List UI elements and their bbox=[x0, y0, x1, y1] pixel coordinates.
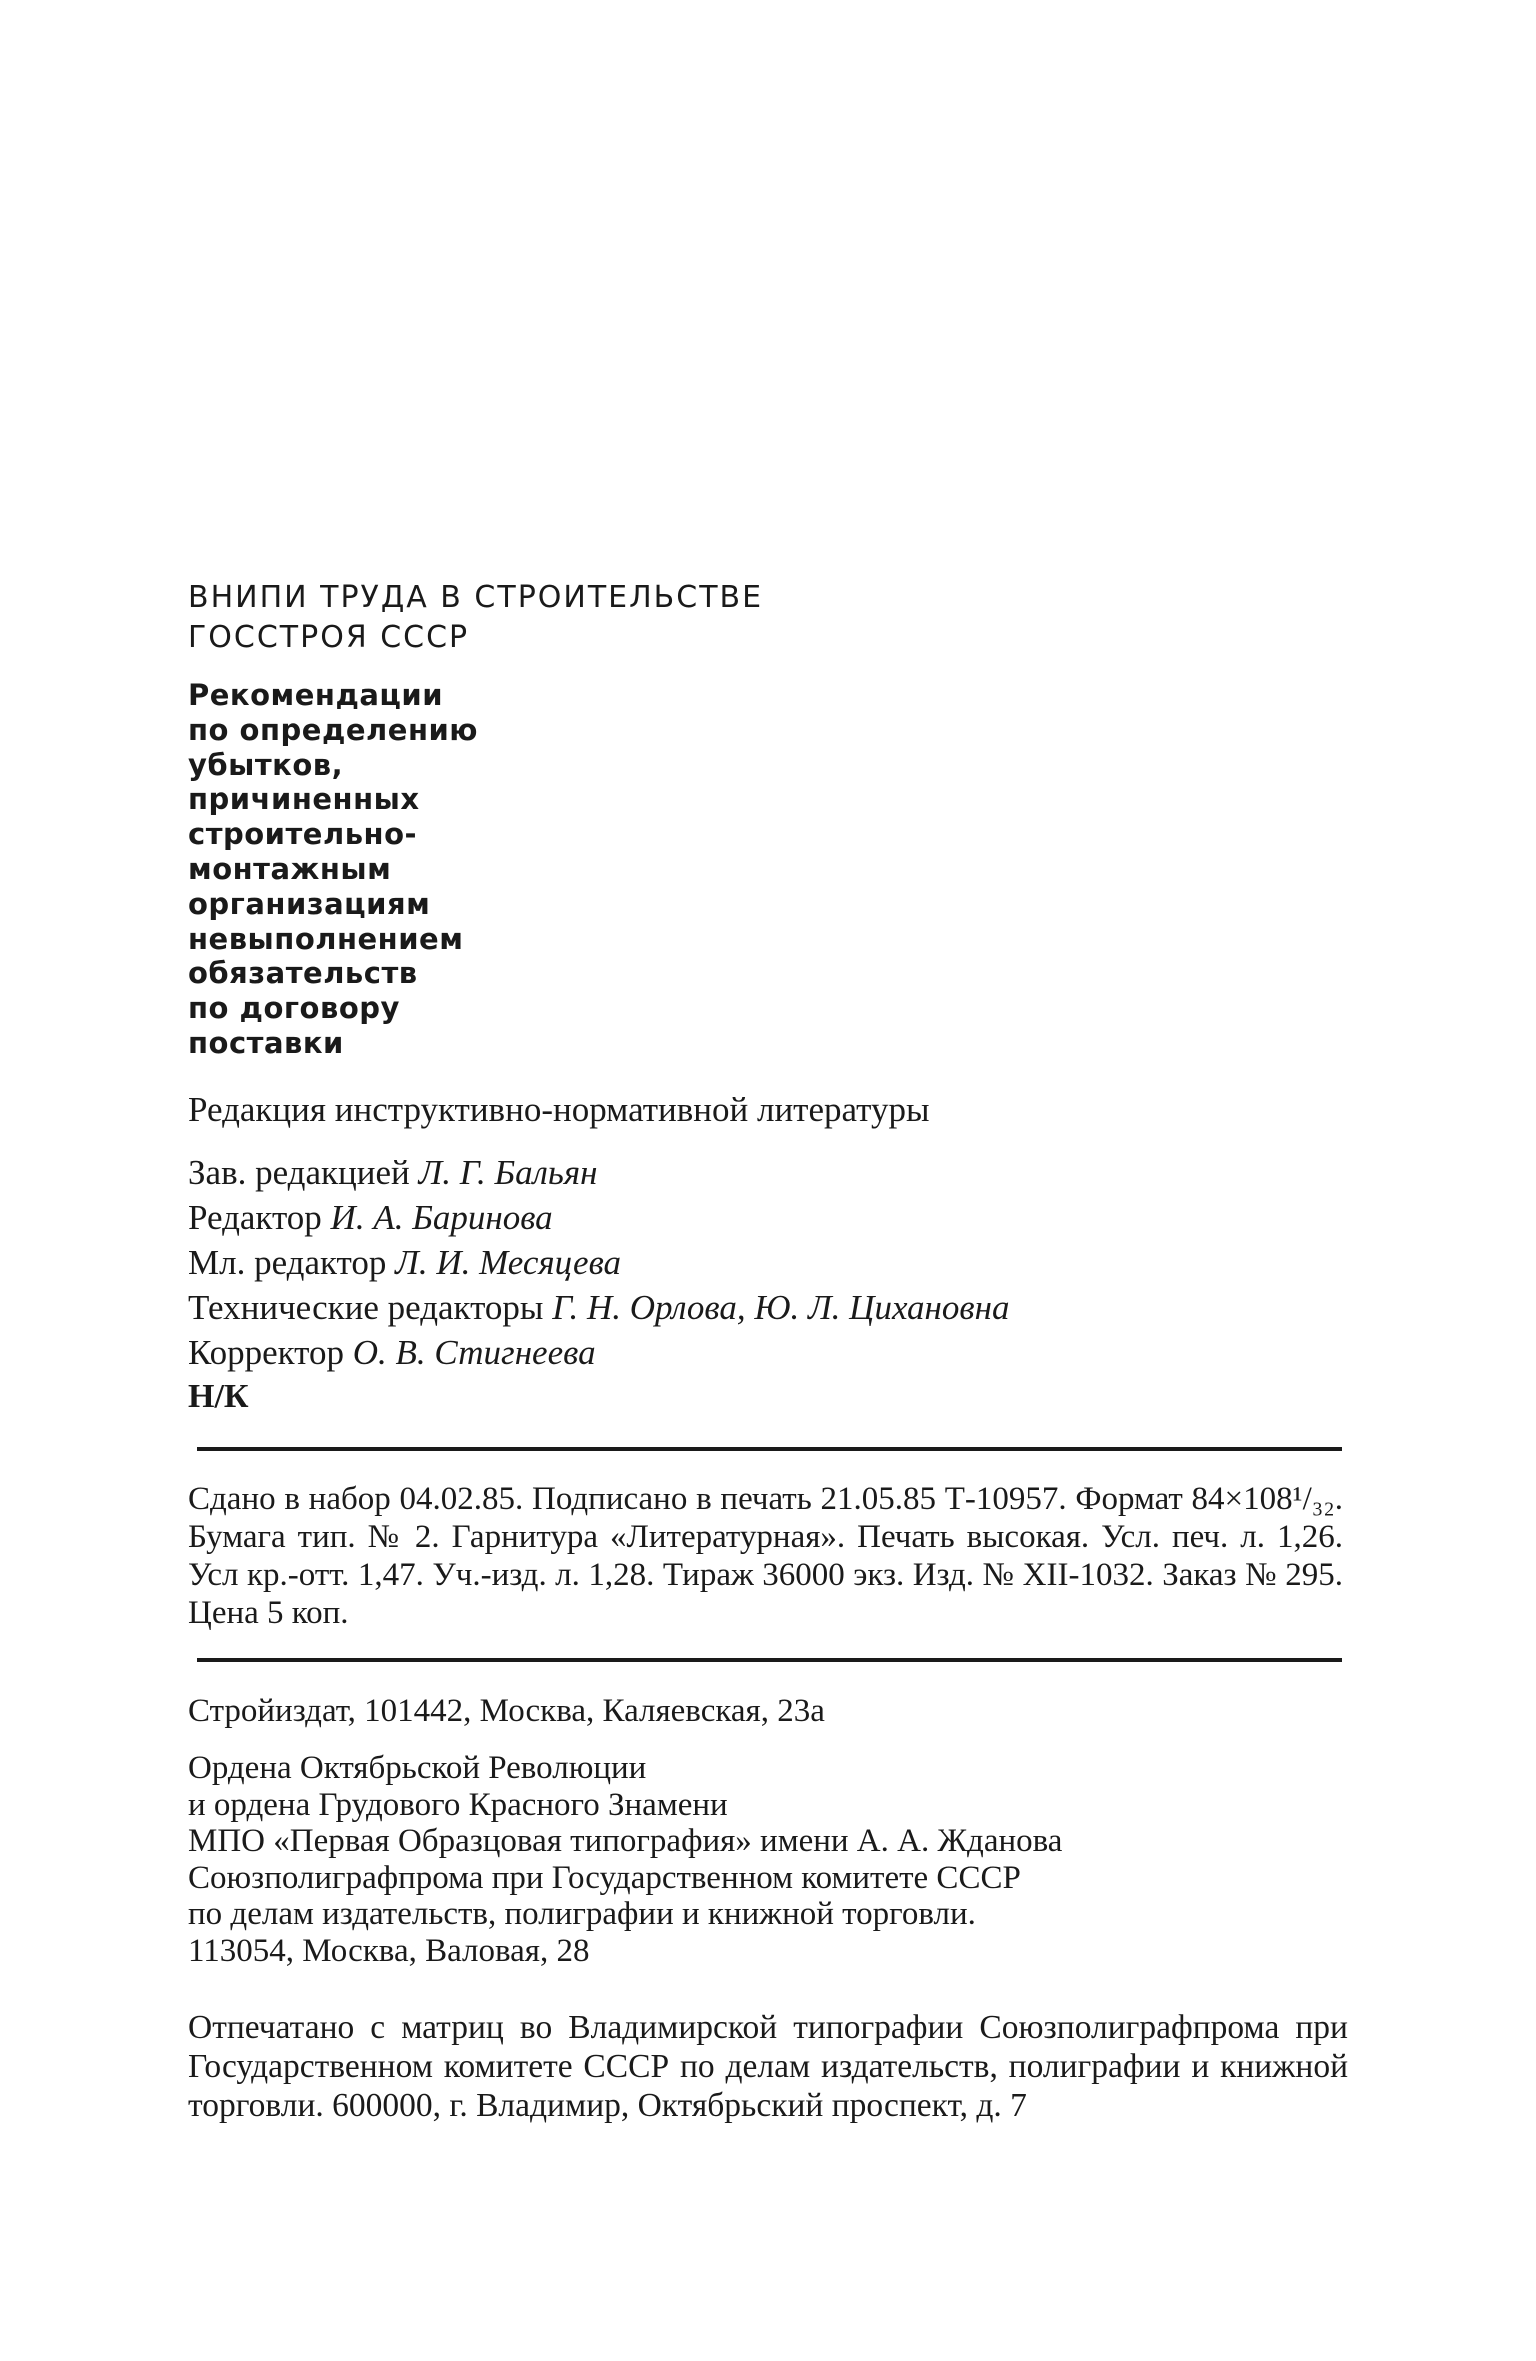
title-line: невыполнением bbox=[188, 921, 464, 956]
organization-line-1: ВНИПИ ТРУДА В СТРОИТЕЛЬСТВЕ bbox=[188, 580, 764, 615]
staff-name: О. В. Стигнеева bbox=[352, 1333, 596, 1372]
staff-name: Л. И. Месяцева bbox=[395, 1243, 622, 1282]
printed-from-note: Отпечатано с матриц во Владимирской типографии Союзполиграфпрома при Государственном комитете СССР по делам издательств, полиграфии и книжной торговли. 600000, г. Владимир, Октябрьский проспект, д. 7 bbox=[188, 2009, 1348, 2124]
printing-house-line: и ордена Грудового Красного Знамени bbox=[188, 1786, 728, 1823]
staff-role: Редактор bbox=[188, 1198, 322, 1237]
divider-rule-top bbox=[197, 1447, 1342, 1451]
printing-house-line: 113054, Москва, Валовая, 28 bbox=[188, 1932, 590, 1969]
staff-role: Корректор bbox=[188, 1333, 345, 1372]
staff-role: Мл. редактор bbox=[188, 1243, 387, 1282]
staff-line bbox=[188, 1330, 1009, 1375]
organization-header bbox=[188, 578, 763, 658]
book-title bbox=[188, 678, 478, 1061]
printing-house-line: МПО «Первая Образцовая типография» имени А. А. Жданова bbox=[188, 1823, 1063, 1859]
publisher-address: Стройиздат, 101442, Москва, Каляевская, 23а bbox=[188, 1693, 825, 1729]
staff-role: Технические редакторы bbox=[188, 1288, 544, 1327]
staff-line bbox=[188, 1150, 1009, 1195]
title-line: причиненных bbox=[188, 782, 420, 817]
title-line: по определению bbox=[188, 712, 478, 747]
staff-name: Л. Г. Бальян bbox=[418, 1153, 598, 1192]
title-line: Рекомендации bbox=[188, 678, 444, 712]
staff-line bbox=[188, 1285, 1009, 1330]
title-line: обязательств bbox=[188, 956, 418, 991]
printing-house bbox=[188, 1750, 1062, 1969]
title-line: строительно- bbox=[188, 817, 418, 852]
print-details: Сдано в набор 04.02.85. Подписано в печать 21.05.85 Т-10957. Формат 84×108¹/₃₂. Бумага тип. № 2. Гарнитура «Литературная». Печать высокая. Усл. печ. л. 1,26. Усл кр.-отт. 1,47. Уч.-изд. л. 1,28. Тираж 36000 экз. Изд. № XII-1032. Заказ № 295. Цена 5 коп. bbox=[188, 1481, 1343, 1631]
title-line: организациям bbox=[188, 886, 431, 921]
staff-line bbox=[188, 1195, 1009, 1240]
editorial-office: Редакция инструктивно-нормативной литературы bbox=[188, 1090, 930, 1129]
title-line: по договору bbox=[188, 991, 400, 1026]
staff-list bbox=[188, 1150, 1009, 1375]
staff-role: Зав. редакцией bbox=[188, 1153, 410, 1192]
title-line: монтажным bbox=[188, 851, 392, 886]
mark-nk: Н/К bbox=[188, 1378, 249, 1415]
printing-house-line: по делам издательств, полиграфии и книжной торговли. bbox=[188, 1896, 976, 1932]
divider-rule-bottom bbox=[197, 1658, 1342, 1662]
staff-name: И. А. Баринова bbox=[330, 1198, 553, 1237]
title-line: поставки bbox=[188, 1025, 344, 1060]
staff-line bbox=[188, 1240, 1009, 1285]
organization-line-2: ГОССТРОЯ СССР bbox=[188, 620, 470, 655]
staff-name: Г. Н. Орлова, Ю. Л. Цихановна bbox=[552, 1288, 1010, 1327]
title-line: убытков, bbox=[188, 747, 344, 782]
printing-house-line: Союзполиграфпрома при Государственном комитете СССР bbox=[188, 1859, 1021, 1896]
printing-house-line: Ордена Октябрьской Революции bbox=[188, 1750, 647, 1786]
